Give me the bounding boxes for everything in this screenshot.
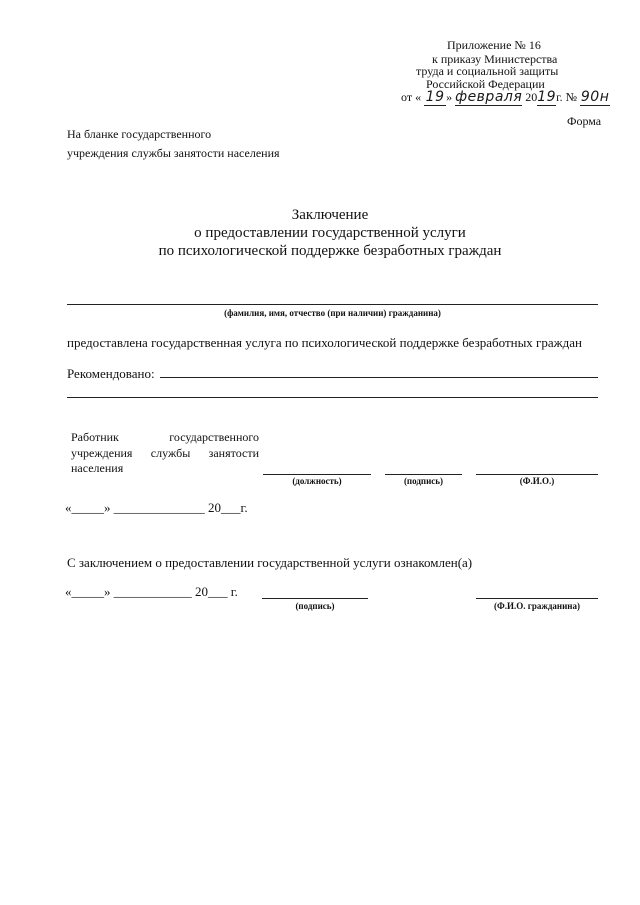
order-number-handwritten: 90н: [580, 89, 610, 105]
worker-word-2: государственного: [169, 430, 259, 444]
fio-caption: (фамилия, имя, отчество (при наличии) гражданина): [224, 308, 441, 318]
date-mid: »: [446, 90, 453, 104]
recommended-line-1: [160, 377, 598, 378]
worker-label-line-1: [71, 430, 259, 445]
appendix-number: Приложение № 16: [447, 38, 541, 52]
worker-word-3: учреждения: [71, 446, 133, 460]
letterhead-line-1: На бланке государственного: [67, 127, 212, 141]
year-prefix: 20: [525, 90, 538, 104]
ministry-name-line: труда и социальной защиты: [416, 64, 559, 78]
citizen-signature-caption: (подпись): [295, 601, 335, 611]
worker-fio-caption: (Ф.И.О.): [519, 476, 555, 486]
document-subtitle-2: по психологической поддержке безработных граждан: [158, 243, 502, 259]
order-date-line: [401, 89, 610, 106]
federation-line: Российской Федерации: [426, 77, 545, 91]
worker-word-1: Работник: [71, 430, 119, 444]
date-prefix: от «: [401, 90, 422, 104]
date-year-handwritten: 19: [537, 89, 557, 105]
service-provided-text: предоставлена государственная услуга по психологической поддержке безработных граждан: [67, 335, 582, 350]
form-label: Форма: [567, 114, 602, 128]
position-caption: (должность): [292, 476, 342, 486]
document-subtitle-1: о предоставлении государственной услуги: [194, 225, 466, 241]
citizen-signature-line: [262, 598, 368, 599]
worker-word-5: занятости: [208, 446, 259, 460]
document-title: Заключение: [291, 207, 369, 223]
signature-caption: (подпись): [403, 476, 444, 486]
date-month-handwritten: февраля: [455, 89, 523, 105]
worker-word-4: службы: [150, 446, 191, 460]
order-ministry-line: к приказу Министерства: [432, 52, 558, 66]
date-suffix: г. №: [556, 90, 578, 104]
date-day-handwritten: 19: [425, 89, 445, 105]
worker-fio-line: [476, 474, 598, 475]
worker-label-line-3: населения: [71, 461, 124, 475]
recommended-line-2: [67, 397, 598, 398]
signature-line: [385, 474, 462, 475]
fio-line: [67, 304, 598, 305]
worker-date-line: «_____» ______________ 20___г.: [65, 500, 248, 515]
citizen-fio-caption: (Ф.И.О. гражданина): [494, 601, 580, 611]
letterhead-line-2: учреждения службы занятости населения: [67, 146, 280, 160]
position-line: [263, 474, 371, 475]
acknowledge-date-line: «_____» ____________ 20___ г.: [65, 584, 238, 599]
recommended-label: Рекомендовано:: [67, 366, 155, 381]
acknowledge-text: С заключением о предоставлении государственной услуги ознакомлен(а): [67, 555, 473, 570]
citizen-fio-line: [476, 598, 598, 599]
worker-label-line-2: [71, 446, 259, 461]
